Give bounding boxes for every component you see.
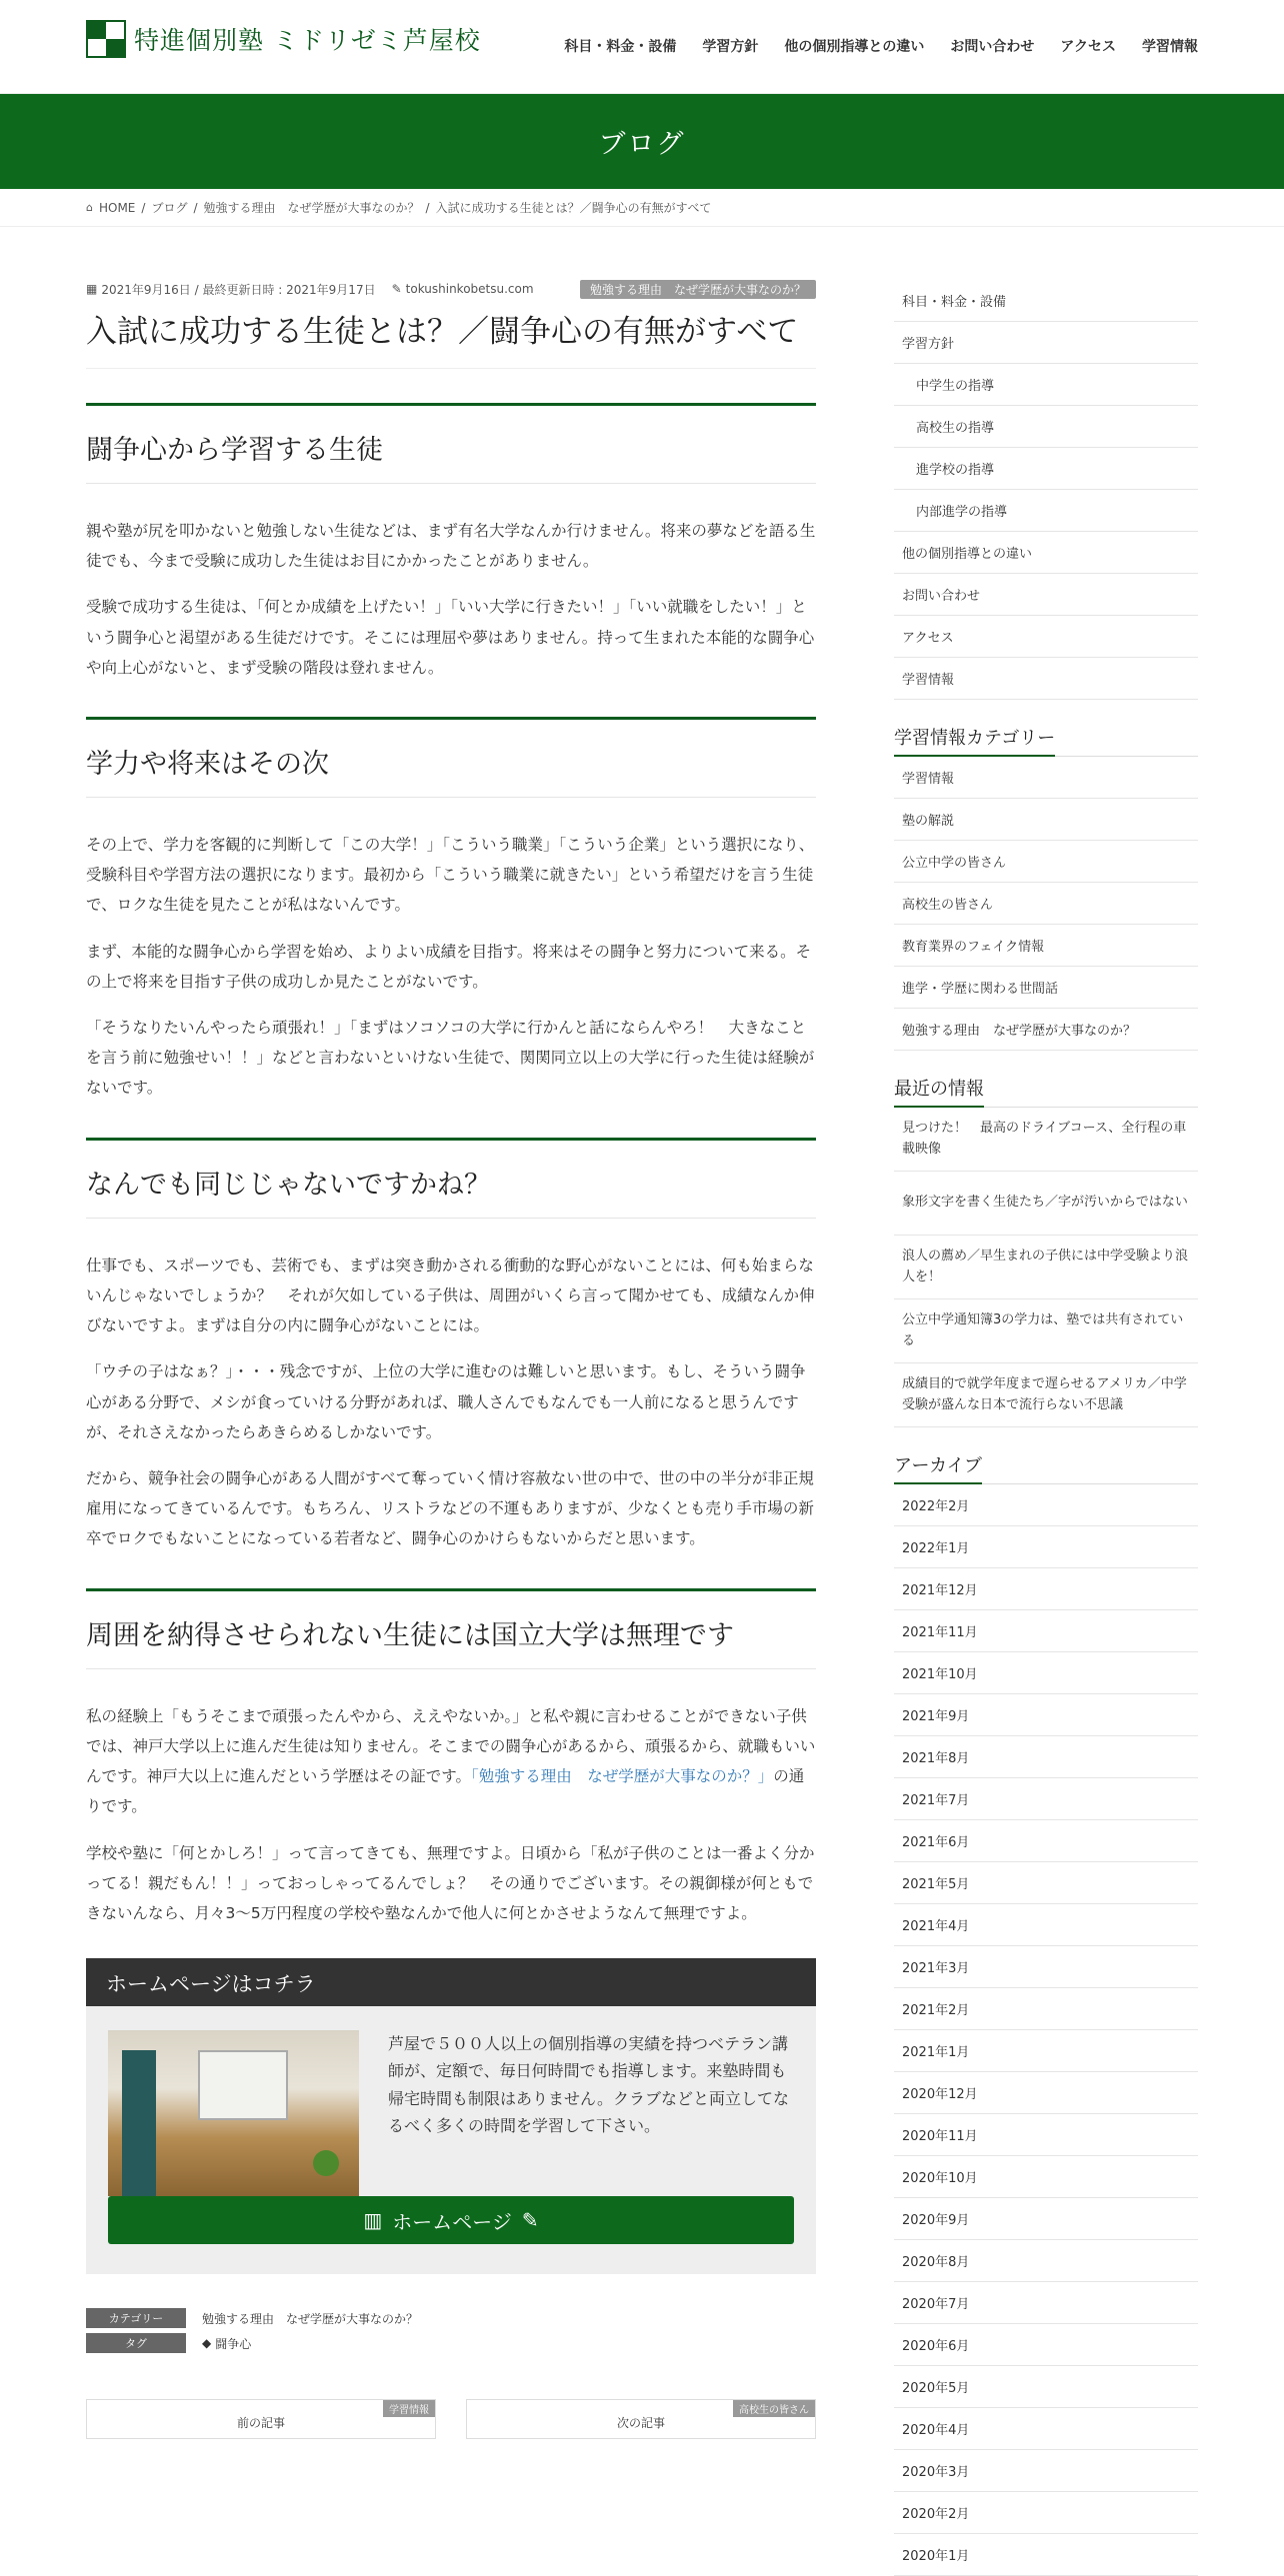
breadcrumb: ⌂ HOME / ブログ / 勉強する理由 なぜ学歴が大事なのか？ / 入試に成功する生徒とは？／闘争心の有無がすべて bbox=[0, 189, 1284, 227]
post-title: 入試に成功する生徒とは？／闘争心の有無がすべて bbox=[86, 312, 816, 369]
archive-item[interactable]: 2020年11月 bbox=[894, 2114, 1198, 2156]
home-icon: ⌂ bbox=[86, 201, 93, 214]
sidebar-menu-item[interactable]: 科目・料金・設備 bbox=[894, 280, 1198, 322]
category-item[interactable]: 教育業界のフェイク情報 bbox=[894, 925, 1198, 967]
sidebar-menu-item[interactable]: 中学生の指導 bbox=[894, 364, 1198, 406]
category-item[interactable]: 学習情報 bbox=[894, 757, 1198, 799]
tag-icon: ◆ bbox=[202, 2336, 212, 2351]
archive-item[interactable]: 2022年2月 bbox=[894, 1484, 1198, 1526]
paragraph-with-link: 私の経験上「もうそこまで頑張ったんやから、ええやないか。」と私や親に言わせることができない子供では、神戸大学以上に進んだ生徒は知りません。そこまでの闘争心があるから、頑張るから、就職もいいんです。神戸大以上に進んだという学歴はその証です。「勉強する理由 なぜ学歴が大事なのか？」の通りです。 bbox=[86, 1706, 816, 1816]
logo-icon bbox=[86, 20, 126, 58]
recent-post-item[interactable]: 公立中学通知簿3の学力は、塾では共有されている bbox=[894, 1299, 1198, 1363]
archive-item[interactable]: 2021年6月 bbox=[894, 1820, 1198, 1862]
breadcrumb-current: 入試に成功する生徒とは？／闘争心の有無がすべて bbox=[435, 201, 712, 215]
section-heading: 周囲を納得させられない生徒には国立大学は無理です bbox=[86, 1588, 816, 1669]
cta-text: 芦屋で５００人以上の個別指導の実績を持つベテラン講師が、定額で、毎日何時間でも指導します。来塾時間も帰宅時間も制限はありません。クラブなどと両立してなるべく多くの時間を学習して下さい。 bbox=[388, 2034, 789, 2135]
post-meta bbox=[86, 280, 816, 298]
category-label: カテゴリー bbox=[86, 2308, 186, 2328]
archive-list bbox=[894, 1484, 1198, 2576]
sidebar-menu-item[interactable]: 高校生の指導 bbox=[894, 406, 1198, 448]
post-author: tokushinkobetsu.com bbox=[405, 282, 534, 296]
section-heading: 学力や将来はその次 bbox=[86, 717, 816, 798]
archive-item[interactable]: 2020年1月 bbox=[894, 2534, 1198, 2576]
paragraph: その上で、学力を客観的に判断して「この大学！」「こういう職業」「こういう企業」という選択になり、受験科目や学習方法の選択になります。最初から「こういう職業に就きたい」という希望だけを言う生徒で、ロクな生徒を見たことが私はないんです。 bbox=[86, 835, 815, 915]
main-content bbox=[86, 280, 816, 2439]
post-taxonomy bbox=[86, 2308, 816, 2353]
building-icon: ▥ bbox=[363, 2208, 383, 2233]
archive-item[interactable]: 2020年9月 bbox=[894, 2198, 1198, 2240]
next-post-badge: 高校生の皆さん bbox=[733, 2400, 815, 2417]
breadcrumb-category[interactable]: 勉強する理由 なぜ学歴が大事なのか？ bbox=[203, 201, 420, 215]
category-item[interactable]: 高校生の皆さん bbox=[894, 883, 1198, 925]
paragraph: 「そうなりたいんやったら頑張れ！」「まずはソコソコの大学に行かんと話にならんやろ！ 大きなことを言う前に勉強せい！！」などと言わないといけない生徒で、関関同立以上の大学に行った生徒は経験がないです。 bbox=[86, 1019, 815, 1098]
prev-post-link[interactable]: 学習情報 前の記事 bbox=[86, 2399, 436, 2439]
pencil-icon: ✎ bbox=[521, 2208, 539, 2233]
recent-post-item[interactable]: 見つけた！ 最高のドライブコース、全行程の車載映像 bbox=[894, 1108, 1198, 1172]
logo-text: 特進個別塾 ミドリゼミ芦屋校 bbox=[134, 26, 481, 55]
paragraph: 「ウチの子はなぁ？」・・・残念ですが、上位の大学に進むのは難しいと思います。もし、そういう闘争心がある分野で、メシが食っていける分野があれば、職人さんでもなんでも一人前になると思うんですが、それさえなかったらあきらめるしかないです。 bbox=[86, 1362, 806, 1441]
sidebar-menu-item[interactable]: お問い合わせ bbox=[894, 574, 1198, 616]
sidebar-menu bbox=[894, 280, 1198, 700]
homepage-button[interactable]: ▥ ホームページ ✎ bbox=[108, 2196, 794, 2244]
archive-item[interactable]: 2020年10月 bbox=[894, 2156, 1198, 2198]
cta-box bbox=[86, 1958, 816, 2274]
paragraph: 受験で成功する生徒は、「何とか成績を上げたい！」「いい大学に行きたい！」「いい就職をしたい！」という闘争心と渇望がある生徒だけです。そこには理屈や夢はありません。持って生まれた本能的な闘争心や向上心がないと、まず受験の階段は登れません。 bbox=[86, 598, 815, 677]
nav-item-contact[interactable]: お問い合わせ bbox=[950, 39, 1035, 55]
recent-post-item[interactable]: 成績目的で就学年度まで遅らせるアメリカ／中学受験が盛んな日本で流行らない不思議 bbox=[894, 1363, 1198, 1427]
inline-link-study-reason[interactable]: 「勉強する理由 なぜ学歴が大事なのか？」 bbox=[471, 1767, 774, 1786]
paragraph: 親や塾が尻を叩かないと勉強しない生徒などは、まず有名大学なんか行けません。将来の夢などを語る生徒でも、今まで受験に成功した生徒はお目にかかったことがありません。 bbox=[86, 521, 816, 571]
sidebar-menu-item[interactable]: アクセス bbox=[894, 616, 1198, 658]
archive-item[interactable]: 2021年10月 bbox=[894, 1652, 1198, 1694]
prev-post-badge: 学習情報 bbox=[383, 2400, 435, 2417]
archive-item[interactable]: 2020年4月 bbox=[894, 2408, 1198, 2450]
post-navigation bbox=[86, 2399, 816, 2439]
sidebar-menu-item[interactable]: 学習方針 bbox=[894, 322, 1198, 364]
section-heading: 闘争心から学習する生徒 bbox=[86, 403, 816, 484]
sidebar-menu-item[interactable]: 内部進学の指導 bbox=[894, 490, 1198, 532]
archive-item[interactable]: 2020年3月 bbox=[894, 2450, 1198, 2492]
recent-widget-title: 最近の情報 bbox=[894, 1075, 1198, 1108]
next-post-link[interactable]: 高校生の皆さん 次の記事 bbox=[466, 2399, 816, 2439]
archive-item[interactable]: 2020年5月 bbox=[894, 2366, 1198, 2408]
site-logo[interactable] bbox=[86, 20, 481, 58]
archive-item[interactable]: 2022年1月 bbox=[894, 1526, 1198, 1568]
category-link[interactable]: 勉強する理由 なぜ学歴が大事なのか？ bbox=[202, 2311, 419, 2326]
archive-widget-title: アーカイブ bbox=[894, 1451, 1198, 1484]
category-widget-title: 学習情報カテゴリー bbox=[894, 724, 1198, 757]
global-nav bbox=[564, 36, 1198, 56]
archive-item[interactable]: 2020年12月 bbox=[894, 2072, 1198, 2114]
classroom-photo bbox=[108, 2030, 359, 2196]
archive-item[interactable]: 2021年2月 bbox=[894, 1988, 1198, 2030]
nav-item-access[interactable]: アクセス bbox=[1060, 39, 1116, 55]
archive-item[interactable]: 2021年7月 bbox=[894, 1778, 1198, 1820]
tag-label: タグ bbox=[86, 2333, 186, 2353]
category-item[interactable]: 勉強する理由 なぜ学歴が大事なのか？ bbox=[894, 1009, 1198, 1051]
archive-item[interactable]: 2021年8月 bbox=[894, 1736, 1198, 1778]
sidebar-menu-item[interactable]: 進学校の指導 bbox=[894, 448, 1198, 490]
breadcrumb-blog[interactable]: ブログ bbox=[151, 201, 188, 215]
archive-item[interactable]: 2021年4月 bbox=[894, 1904, 1198, 1946]
breadcrumb-home[interactable]: HOME bbox=[98, 200, 136, 215]
category-item[interactable]: 塾の解説 bbox=[894, 799, 1198, 841]
page-banner bbox=[0, 94, 1284, 189]
archive-item[interactable]: 2020年7月 bbox=[894, 2282, 1198, 2324]
sidebar-menu-item[interactable]: 他の個別指導との違い bbox=[894, 532, 1198, 574]
calendar-icon: ▦ bbox=[86, 282, 98, 296]
paragraph: まず、本能的な闘争心から学習を始め、よりよい成績を目指す。将来はその闘争と努力について来る。その上で将来を目指す子供の成功しか見たことがないです。 bbox=[86, 942, 812, 991]
archive-item[interactable]: 2020年6月 bbox=[894, 2324, 1198, 2366]
paragraph: だから、競争社会の闘争心がある人間がすべて奪っていく情け容赦ない世の中で、世の中の半分が非正規雇用になってきているんです。もちろん、リストラなどの不運もありますが、少なくとも売り手市場の新卒でロクでもないことになっている若者など、闘争心のかけらもないからだと思います。 bbox=[86, 1469, 814, 1548]
nav-item-policy[interactable]: 学習方針 bbox=[702, 39, 759, 55]
archive-item[interactable]: 2020年2月 bbox=[894, 2492, 1198, 2534]
recent-list bbox=[894, 1108, 1198, 1427]
banner-title: ブログ bbox=[598, 129, 686, 160]
pencil-icon: ✎ bbox=[391, 282, 402, 296]
post-date: 2021年9月16日 / 最終更新日時 : 2021年9月17日 bbox=[101, 282, 376, 297]
archive-item[interactable]: 2021年1月 bbox=[894, 2030, 1198, 2072]
paragraph: 学校や塾に「何とかしろ！」って言ってきても、無理ですよ。日頃から「私が子供のことは一番よく分かってる！親だもん！！」っておっしゃってるんでしょ？ その通りでございます。その親御様が何ともできないんなら、月々3～5万円程度の学校や塾なんかで他人に何とかさせようなんて無理ですよ。 bbox=[86, 1843, 815, 1922]
archive-item[interactable]: 2020年8月 bbox=[894, 2240, 1198, 2282]
sidebar-menu-item[interactable]: 学習情報 bbox=[894, 658, 1198, 700]
site-header bbox=[0, 0, 1284, 94]
tag-link[interactable]: 闘争心 bbox=[215, 2336, 252, 2351]
archive-item[interactable]: 2021年11月 bbox=[894, 1610, 1198, 1652]
category-item[interactable]: 進学・学歴に関わる世間話 bbox=[894, 967, 1198, 1009]
paragraph: 仕事でも、スポーツでも、芸術でも、まずは突き動かされる衝動的な野心がないことには、何も始まらないんじゃないでしょうか？ それが欠如している子供は、周囲がいくら言って聞かせても、成績なんか伸びないですよ。まずは自分の内に闘争心がないことには。 bbox=[86, 1256, 815, 1335]
category-badge[interactable]: 勉強する理由 なぜ学歴が大事なのか？ bbox=[580, 280, 816, 299]
sidebar bbox=[894, 280, 1198, 2576]
nav-item-info[interactable]: 学習情報 bbox=[1142, 39, 1198, 55]
archive-item[interactable]: 2021年3月 bbox=[894, 1946, 1198, 1988]
cta-heading: ホームページはコチラ bbox=[86, 1958, 816, 2006]
nav-item-subjects[interactable]: 科目・料金・設備 bbox=[564, 39, 677, 55]
archive-item[interactable]: 2021年12月 bbox=[894, 1568, 1198, 1610]
nav-item-difference[interactable]: 他の個別指導との違い bbox=[784, 39, 925, 55]
category-item[interactable]: 公立中学の皆さん bbox=[894, 841, 1198, 883]
archive-item[interactable]: 2021年5月 bbox=[894, 1862, 1198, 1904]
archive-item[interactable]: 2021年9月 bbox=[894, 1694, 1198, 1736]
section-heading: なんでも同じじゃないですかね？ bbox=[86, 1138, 816, 1219]
recent-post-item[interactable]: 象形文字を書く生徒たち／字が汚いからではない bbox=[894, 1172, 1198, 1236]
category-list bbox=[894, 757, 1198, 1051]
recent-post-item[interactable]: 浪人の薦め／早生まれの子供には中学受験より浪人を！ bbox=[894, 1236, 1198, 1299]
